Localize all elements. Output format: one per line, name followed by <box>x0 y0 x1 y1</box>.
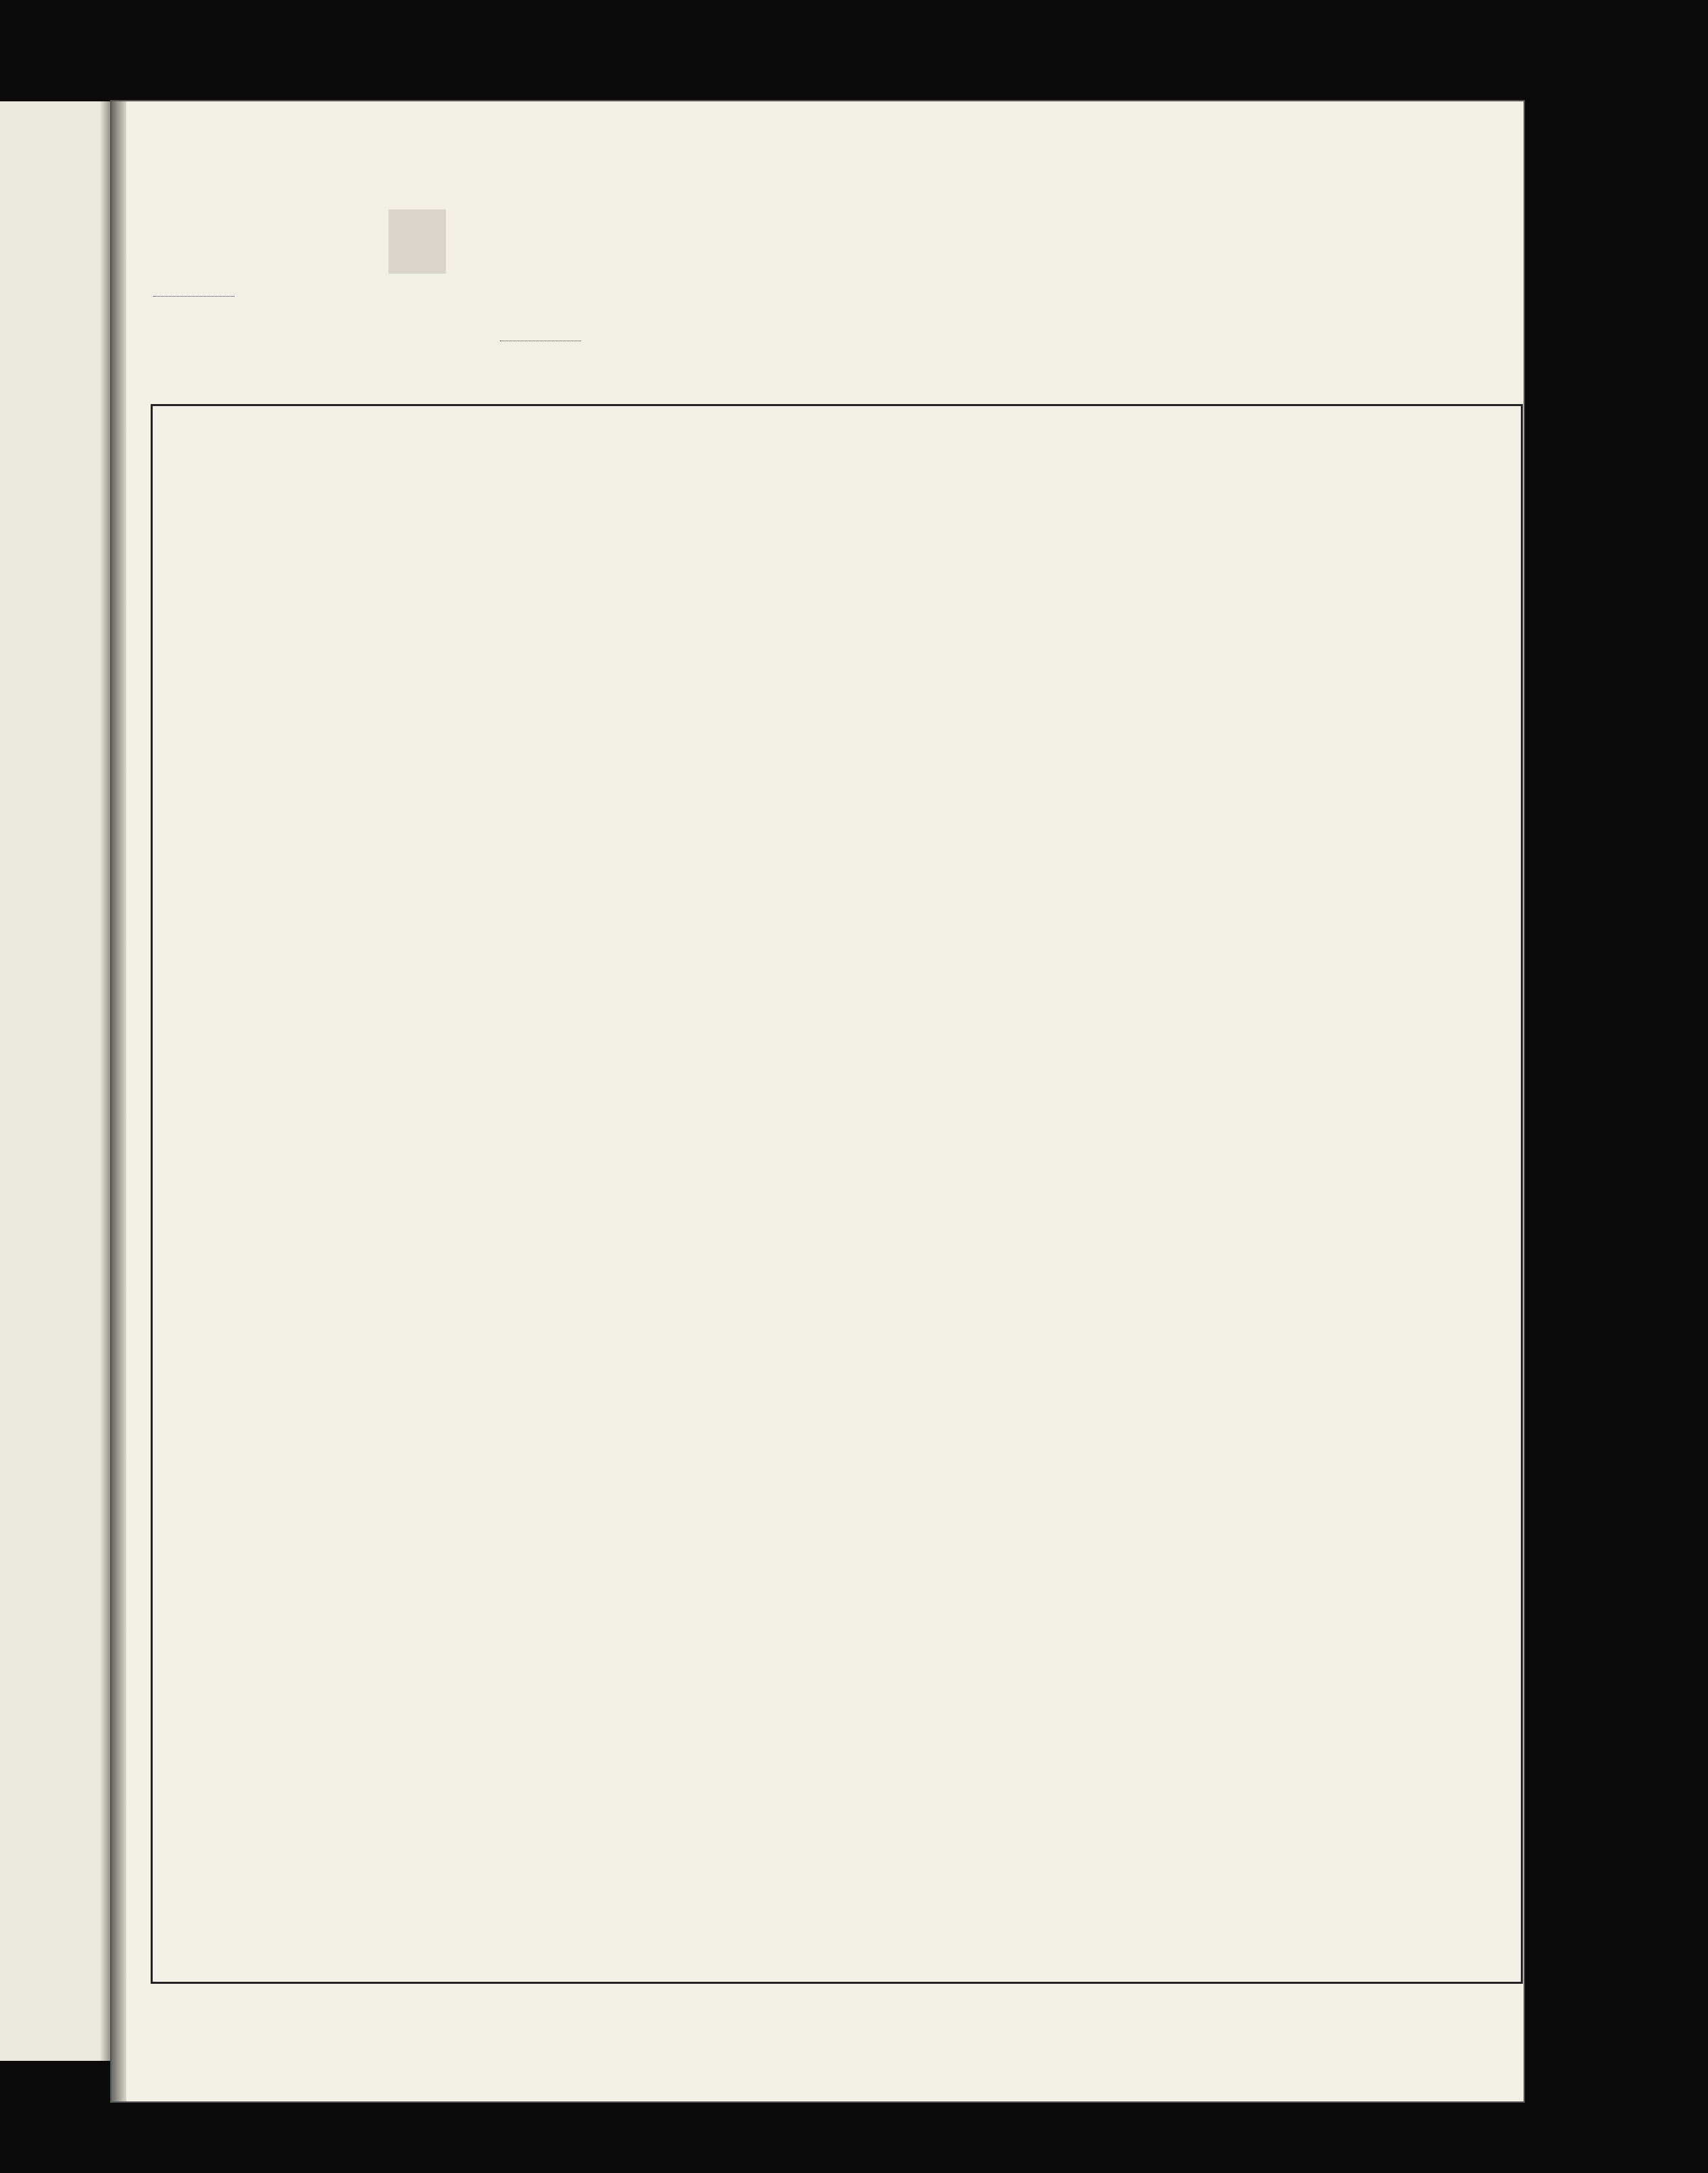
schedule-title <box>153 270 234 296</box>
book-gutter <box>99 101 111 2061</box>
enumeration-date <box>500 315 581 341</box>
left-facing-page <box>0 101 111 2061</box>
census-table <box>151 404 1523 1984</box>
page-spine <box>111 101 126 2101</box>
tape-patch <box>388 209 446 274</box>
county-name <box>153 270 234 297</box>
census-sheet <box>111 101 1524 2101</box>
